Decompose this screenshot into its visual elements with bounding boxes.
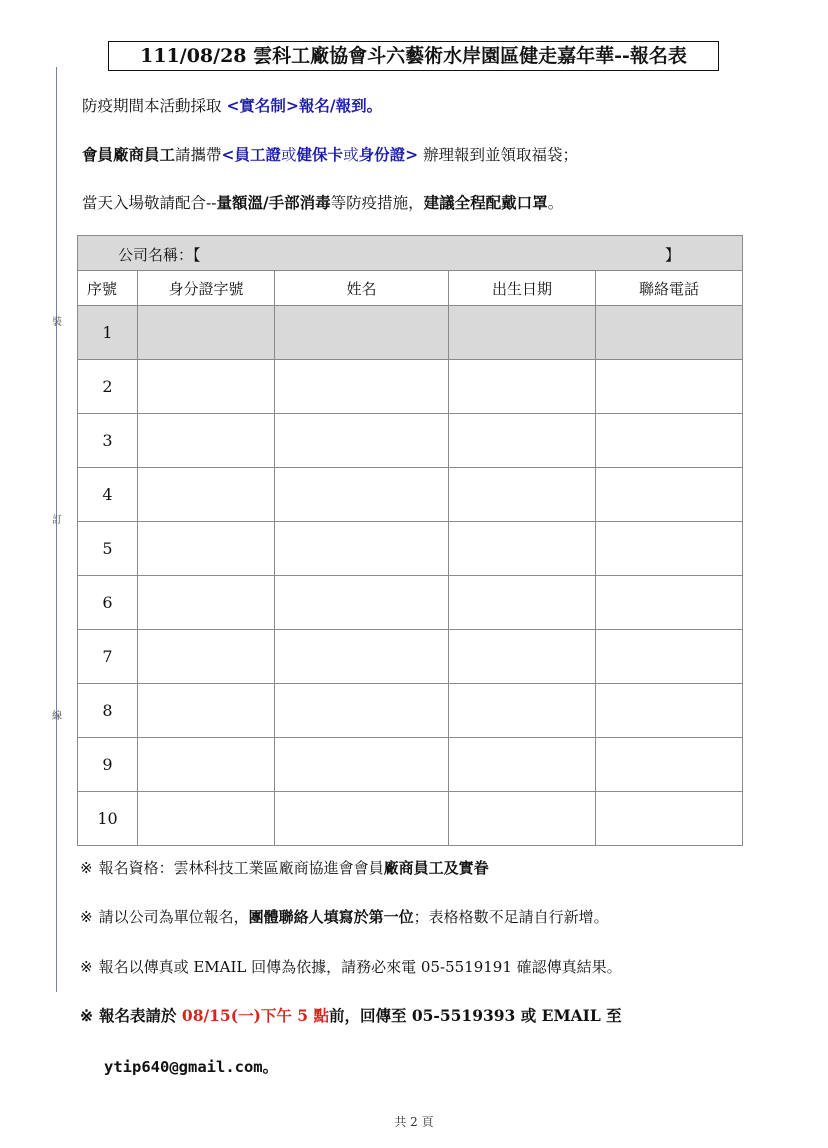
name-cell[interactable]	[275, 630, 449, 684]
birth-date-cell[interactable]	[449, 414, 596, 468]
phone-cell[interactable]	[596, 738, 743, 792]
id-number-cell[interactable]	[138, 630, 275, 684]
table-row	[78, 468, 743, 522]
company-name-cell[interactable]	[78, 236, 743, 271]
intro-line-2: 會員廠商員工請攜帶<員工證或健保卡或身份證> 辦理報到並領取福袋；	[82, 145, 579, 164]
birth-date-cell[interactable]	[449, 306, 596, 360]
table-row	[78, 792, 743, 846]
phone-cell[interactable]	[596, 576, 743, 630]
phone-cell[interactable]	[596, 306, 743, 360]
table-header-row	[78, 271, 743, 306]
id-number-cell[interactable]	[138, 738, 275, 792]
name-cell[interactable]	[275, 522, 449, 576]
table-row	[78, 684, 743, 738]
birth-date-cell[interactable]	[449, 684, 596, 738]
row-index: 8	[78, 684, 138, 738]
note-group-contact: ※ 請以公司為單位報名，團體聯絡人填寫於第一位；表格格數不足請自行新增。	[80, 908, 609, 926]
birth-date-cell[interactable]	[449, 630, 596, 684]
binding-mark-xian: 線	[52, 711, 62, 722]
name-cell[interactable]	[275, 792, 449, 846]
intro-line-3: 當天入場敬請配合--量額溫/手部消毒等防疫措施，建議全程配戴口罩。	[82, 193, 564, 212]
header-name: 姓名	[275, 271, 449, 306]
id-number-cell[interactable]	[138, 576, 275, 630]
name-cell[interactable]	[275, 468, 449, 522]
id-number-cell[interactable]	[138, 414, 275, 468]
birth-date-cell[interactable]	[449, 522, 596, 576]
page-title: 111/08/28 雲科工廠協會斗六藝術水岸園區健走嘉年華--報名表	[108, 41, 719, 71]
row-index: 9	[78, 738, 138, 792]
row-index: 1	[78, 306, 138, 360]
note-eligibility: ※ 報名資格：雲林科技工業區廠商協進會會員廠商員工及實眷	[80, 859, 489, 877]
table-row	[78, 306, 743, 360]
birth-date-cell[interactable]	[449, 792, 596, 846]
header-birth-date: 出生日期	[449, 271, 596, 306]
row-index: 4	[78, 468, 138, 522]
birth-date-cell[interactable]	[449, 360, 596, 414]
row-index: 5	[78, 522, 138, 576]
note-fax-confirm: ※ 報名以傳真或 EMAIL 回傳為依據，請務必來電 05-5519191 確認傳真結果。	[80, 958, 622, 976]
header-id-number: 身分證字號	[138, 271, 275, 306]
row-index: 10	[78, 792, 138, 846]
row-index: 6	[78, 576, 138, 630]
signup-table	[77, 235, 743, 846]
row-index: 2	[78, 360, 138, 414]
phone-cell[interactable]	[596, 684, 743, 738]
phone-cell[interactable]	[596, 360, 743, 414]
header-index: 序號	[78, 271, 138, 306]
binding-mark-ding: 訂	[52, 515, 62, 526]
birth-date-cell[interactable]	[449, 738, 596, 792]
name-cell[interactable]	[275, 414, 449, 468]
id-number-cell[interactable]	[138, 360, 275, 414]
row-index: 7	[78, 630, 138, 684]
binding-mark-zhuang: 裝	[52, 317, 62, 328]
phone-cell[interactable]	[596, 522, 743, 576]
binding-line	[56, 67, 57, 992]
id-number-cell[interactable]	[138, 792, 275, 846]
table-row	[78, 414, 743, 468]
table-row	[78, 630, 743, 684]
company-name-row	[78, 236, 743, 271]
id-number-cell[interactable]	[138, 306, 275, 360]
id-number-cell[interactable]	[138, 522, 275, 576]
table-row	[78, 360, 743, 414]
row-index: 3	[78, 414, 138, 468]
note-deadline: ※ 報名表請於 08/15(一)下午 5 點前，回傳至 05-5519393 或 EMAIL 至	[80, 1006, 622, 1025]
id-number-cell[interactable]	[138, 684, 275, 738]
id-number-cell[interactable]	[138, 468, 275, 522]
contact-email[interactable]: ytip640@gmail.com。	[104, 1058, 279, 1076]
table-row	[78, 522, 743, 576]
birth-date-cell[interactable]	[449, 576, 596, 630]
company-name-label: 公司名稱：【	[118, 246, 201, 264]
phone-cell[interactable]	[596, 468, 743, 522]
name-cell[interactable]	[275, 684, 449, 738]
table-row	[78, 576, 743, 630]
phone-cell[interactable]	[596, 630, 743, 684]
phone-cell[interactable]	[596, 414, 743, 468]
name-cell[interactable]	[275, 738, 449, 792]
intro-line-1: 防疫期間本活動採取 <實名制>報名/報到。	[82, 96, 383, 115]
birth-date-cell[interactable]	[449, 468, 596, 522]
name-cell[interactable]	[275, 576, 449, 630]
phone-cell[interactable]	[596, 792, 743, 846]
name-cell[interactable]	[275, 306, 449, 360]
name-cell[interactable]	[275, 360, 449, 414]
table-row	[78, 738, 743, 792]
page-count-footer: 共 2 頁	[394, 1115, 434, 1129]
company-name-close-bracket: 】	[665, 246, 681, 264]
header-phone: 聯絡電話	[596, 271, 743, 306]
